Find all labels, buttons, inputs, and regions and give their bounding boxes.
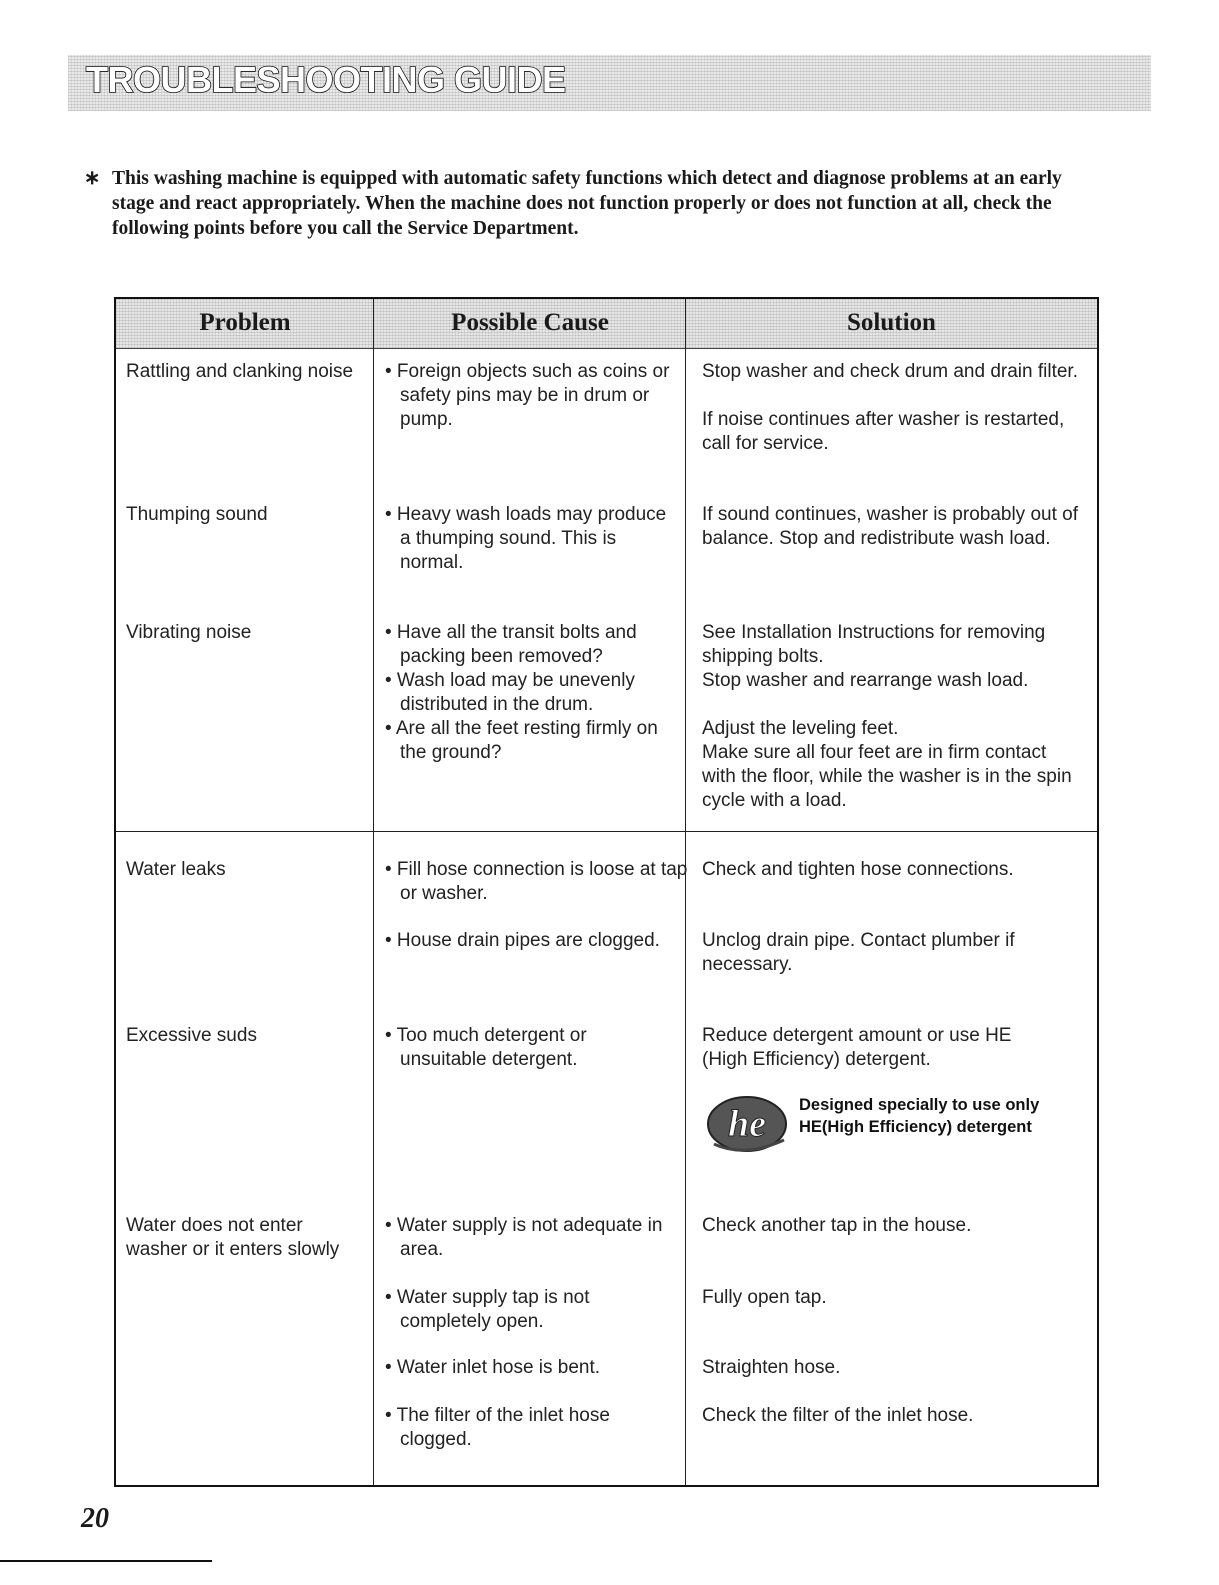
cause-item: • Water supply is not adequate in area. bbox=[385, 1215, 663, 1260]
row-divider bbox=[116, 831, 1097, 832]
column-divider bbox=[373, 299, 374, 1485]
cause-item: • Water inlet hose is bent. bbox=[385, 1357, 601, 1378]
cause-item: • The filter of the inlet hose clogged. bbox=[385, 1405, 610, 1450]
solution-item: Stop washer and check drum and drain filter. bbox=[702, 361, 1078, 382]
page-title: TROUBLESHOOTING GUIDE bbox=[86, 59, 566, 100]
intro-paragraph bbox=[84, 166, 1094, 241]
cause-item: • Have all the transit bolts and packing been removed? bbox=[385, 622, 637, 667]
solution-item: Fully open tap. bbox=[702, 1287, 827, 1308]
footer-rule bbox=[0, 1560, 212, 1562]
solution-item: See Installation Instructions for removing shipping bolts. bbox=[702, 622, 1046, 667]
cause-item: • Wash load may be unevenly distributed in the drum. bbox=[385, 670, 635, 715]
solution-item: Check another tap in the house. bbox=[702, 1215, 972, 1236]
solution-item: Adjust the leveling feet. bbox=[702, 718, 899, 739]
he-note bbox=[799, 1094, 1039, 1138]
problem-cell: Rattling and clanking noise bbox=[126, 361, 354, 382]
he-note-line: HE(High Efficiency) detergent bbox=[799, 1118, 1032, 1136]
he-note-line: Designed specially to use only bbox=[799, 1096, 1040, 1114]
cause-item: • Foreign objects such as coins or safety pins may be in drum or pump. bbox=[385, 361, 670, 430]
solution-item: Reduce detergent amount or use HE (High Efficiency) detergent. bbox=[702, 1025, 1012, 1070]
problem-cell: Water leaks bbox=[126, 859, 226, 880]
solution-item: Check the filter of the inlet hose. bbox=[702, 1405, 974, 1426]
solution-item: Straighten hose. bbox=[702, 1357, 841, 1378]
cause-item: • Too much detergent or unsuitable detergent. bbox=[385, 1025, 587, 1070]
table-header-row bbox=[116, 299, 1097, 349]
header-possible-cause: Possible Cause bbox=[451, 309, 609, 336]
he-logo-icon bbox=[704, 1094, 790, 1156]
cause-item: • Fill hose connection is loose at tap or washer. bbox=[385, 859, 688, 904]
intro-text: This washing machine is equipped with automatic safety functions which detect and diagnose problems at an early stage and react appropriately. When the machine does not function properly or does not function at all, check the following points before you call the Service Department. bbox=[112, 168, 1062, 239]
cause-item: • Water supply tap is not completely open. bbox=[385, 1287, 590, 1332]
page-number: 20 bbox=[81, 1503, 109, 1534]
solution-item: Unclog drain pipe. Contact plumber if necessary. bbox=[702, 930, 1015, 975]
solution-item: Check and tighten hose connections. bbox=[702, 859, 1014, 880]
solution-item: If sound continues, washer is probably out of balance. Stop and redistribute wash load. bbox=[702, 504, 1079, 549]
asterisk-marker: ∗ bbox=[84, 168, 101, 189]
problem-cell: Vibrating noise bbox=[126, 622, 252, 643]
cause-item: • House drain pipes are clogged. bbox=[385, 930, 660, 951]
problem-cell: Thumping sound bbox=[126, 504, 268, 525]
header-solution: Solution bbox=[847, 309, 936, 336]
cause-item: • Are all the feet resting firmly on the ground? bbox=[385, 718, 658, 763]
solution-item: Make sure all four feet are in firm contact with the floor, while the washer is in the spin cycle with a load. bbox=[702, 742, 1072, 811]
he-logo-text: he bbox=[728, 1103, 766, 1145]
header-problem: Problem bbox=[199, 309, 291, 336]
solution-item: Stop washer and rearrange wash load. bbox=[702, 670, 1029, 691]
problem-cell: Water does not enter washer or it enters slowly bbox=[126, 1215, 340, 1260]
solution-item: If noise continues after washer is restarted, call for service. bbox=[702, 409, 1065, 454]
problem-cell: Excessive suds bbox=[126, 1025, 257, 1046]
cause-item: • Heavy wash loads may produce a thumping sound. This is normal. bbox=[385, 504, 667, 573]
